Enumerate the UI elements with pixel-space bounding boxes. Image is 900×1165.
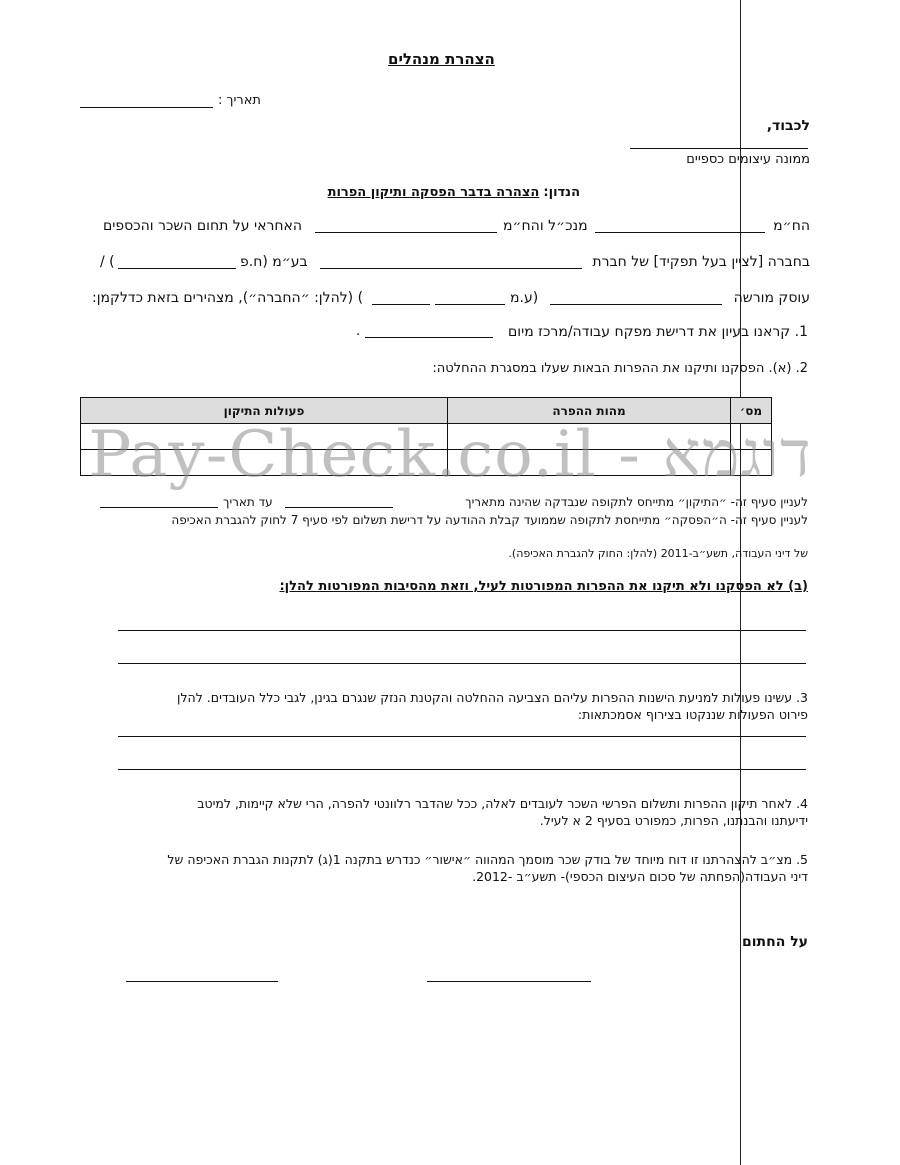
signature-line-2 bbox=[427, 981, 591, 982]
date-label: תאריך : bbox=[218, 93, 261, 108]
subject bbox=[328, 185, 580, 200]
item4-l2: ידיעתנו והבנתנו, הפרות, כמפורט בסעיף 2 א לעיל. bbox=[539, 813, 808, 828]
item2b-line1 bbox=[118, 630, 806, 631]
line2-b: בע״מ (ח.פ bbox=[240, 254, 308, 270]
line3-blank3 bbox=[372, 304, 430, 305]
note1-blank2 bbox=[100, 507, 218, 508]
signature-line-1 bbox=[126, 981, 278, 982]
line3-b: (ע.מ bbox=[510, 290, 539, 306]
line1-c: האחראי על תחום השכר והכספים bbox=[103, 218, 303, 234]
item3-l2: פירוט הפעולות שננקטו בצירוף אסמכתאות: bbox=[577, 707, 808, 722]
line2-blank2 bbox=[118, 268, 236, 269]
watermark: Pay-Check.co.il - דוגמא bbox=[88, 418, 812, 492]
signature-label: על החתום bbox=[741, 934, 808, 950]
line3-c: ) (להלן: ״החברה״), מצהירים בזאת כדלקמן: bbox=[92, 290, 364, 306]
note1-b: עד תאריך bbox=[223, 495, 273, 509]
line3-a: עוסק מורשה bbox=[733, 290, 810, 306]
recipient-blank bbox=[630, 148, 808, 149]
line3-blank2 bbox=[435, 304, 505, 305]
item3-l1: 3. עשינו פעולות למניעת הישנות ההפרות עליהם הצביעה ההחלטה והקטנת הנזק שנגרם בגינן, לגבי כלל העובדים. להלן bbox=[177, 690, 808, 705]
item2a-text: 2. (א). הפסקנו ותיקנו את ההפרות הבאות שעלו במסגרת ההחלטה: bbox=[432, 361, 808, 376]
date-blank bbox=[80, 107, 213, 108]
note1-a: לעניין סעיף זה- ״התיקון״ מתייחס לתקופה שנבדקה שהינה מתאריך bbox=[465, 495, 808, 509]
subject-label: הנדון: bbox=[543, 185, 580, 200]
item4-l1: 4. לאחר תיקון ההפרות ותשלום הפרשי השכר לעובדים לאלה, ככל שהדבר רלוונטי להפרה, הרי שלא קיימות, למיטב bbox=[197, 796, 808, 811]
line1-blank2 bbox=[315, 232, 497, 233]
item5-l2: דיני העבודה(הפחתה של סכום העיצום הכספי)- תשע״ב -2012. bbox=[472, 869, 808, 884]
item3-line2 bbox=[118, 769, 806, 770]
line1-b: מנכ״ל והח״מ bbox=[503, 218, 588, 234]
item5-l1: 5. מצ״ב להצהרתנו זו דוח מיוחד של בודק שכר מוסמך המהווה ״אישור״ כנדרש בתקנה 1(ג) לתקנות הגברת האכיפה של bbox=[167, 852, 808, 867]
item2b-line2 bbox=[118, 663, 806, 664]
line2-blank1 bbox=[320, 268, 582, 269]
subject-text: הצהרה בדבר הפסקה ותיקון הפרות bbox=[327, 185, 540, 200]
note2: לעניין סעיף זה- ה״הפסקה״ מתייחסת לתקופה שממועד קבלת ההודעה על דרישת תשלום לפי סעיף 7 לחוק להגברת האכיפה bbox=[171, 513, 808, 527]
line1-a: הח״מ bbox=[773, 218, 810, 234]
page-title: הצהרת מנהלים bbox=[388, 50, 495, 68]
item1-text: 1. קראנו בעיון את דרישת מפקח עבודה/מרכז מיום bbox=[507, 324, 808, 340]
note1-blank1 bbox=[285, 507, 393, 508]
header-num: מס׳ bbox=[731, 398, 772, 424]
recipient: ממונה עיצומים כספיים bbox=[686, 152, 810, 167]
lekavod: לכבוד, bbox=[766, 118, 810, 134]
line2-c: ) / bbox=[100, 254, 115, 270]
line3-blank1 bbox=[550, 304, 722, 305]
item3-line1 bbox=[118, 736, 806, 737]
note3: של דיני העבודה, תשע״ב-2011 (להלן: החוק להגברת האכיפה). bbox=[508, 547, 808, 560]
line2-a: בחברה [לציין בעל תפקיד] של חברת bbox=[592, 254, 810, 270]
item1-blank bbox=[365, 337, 493, 338]
item2b-text: (ב) לא הפסקנו ולא תיקנו את ההפרות המפורטות לעיל, וזאת מהסיבות המפורטות להלן: bbox=[279, 579, 808, 594]
header-nature: מהות ההפרה bbox=[448, 398, 731, 424]
item1-end: . bbox=[356, 324, 361, 339]
line1-blank1 bbox=[595, 232, 765, 233]
header-actions: פעולות התיקון bbox=[81, 398, 448, 424]
